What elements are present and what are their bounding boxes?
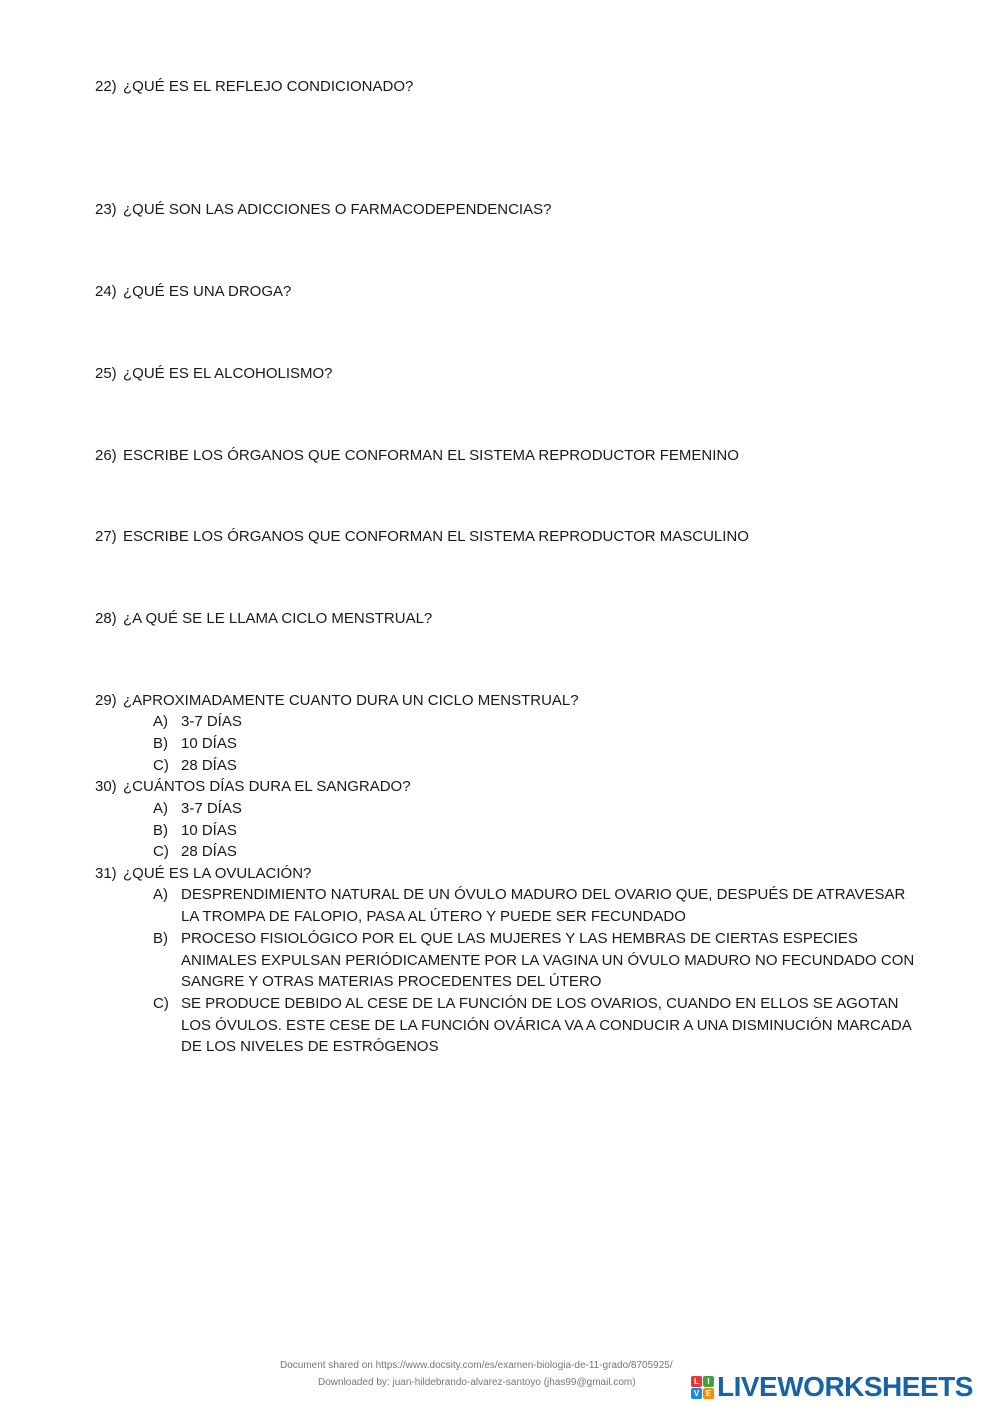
option-letter: B) <box>153 822 168 839</box>
question-27 <box>95 526 749 547</box>
question-23 <box>95 199 551 220</box>
option-29-b[interactable] <box>153 733 923 755</box>
option-letter: A) <box>153 800 168 817</box>
option-31-b[interactable] <box>153 928 923 993</box>
option-letter: C) <box>153 757 169 774</box>
question-number: 27) <box>95 528 117 545</box>
question-number: 31) <box>95 865 117 882</box>
option-text: 3-7 DÍAS <box>181 713 242 730</box>
question-number: 26) <box>95 447 117 464</box>
question-25 <box>95 363 333 384</box>
question-number: 25) <box>95 365 117 382</box>
option-31-c[interactable] <box>153 993 923 1058</box>
question-number: 24) <box>95 283 117 300</box>
question-26 <box>95 445 739 466</box>
question-text: ¿QUÉ ES EL ALCOHOLISMO? <box>123 365 333 382</box>
question-number: 23) <box>95 201 117 218</box>
option-text: 28 DÍAS <box>181 843 237 860</box>
option-29-c[interactable] <box>153 755 923 777</box>
question-29 <box>95 690 579 711</box>
question-number: 29) <box>95 692 117 709</box>
option-30-a[interactable] <box>153 798 923 820</box>
option-text: DESPRENDIMIENTO NATURAL DE UN ÓVULO MADURO DEL OVARIO QUE, DESPUÉS DE ATRAVESAR LA TROMPA DE FALOPIO, PASA AL ÚTERO Y PUEDE SER FECUNDADO <box>181 886 906 925</box>
footer-shared-note: Document shared on https://www.docsity.com/es/examen-biologia-de-11-grado/8705925/ <box>280 1360 673 1371</box>
liveworksheets-brand[interactable] <box>691 1371 973 1403</box>
question-text: ESCRIBE LOS ÓRGANOS QUE CONFORMAN EL SISTEMA REPRODUCTOR FEMENINO <box>123 447 739 464</box>
option-letter: B) <box>153 735 168 752</box>
option-letter: C) <box>153 995 169 1012</box>
logo-letter-i: I <box>703 1376 714 1387</box>
question-text: ¿A QUÉ SE LE LLAMA CICLO MENSTRUAL? <box>123 610 433 627</box>
option-30-c[interactable] <box>153 841 923 863</box>
question-text: ¿QUÉ ES EL REFLEJO CONDICIONADO? <box>123 78 414 95</box>
question-22 <box>95 76 413 97</box>
liveworksheets-logo-icon <box>691 1376 714 1399</box>
question-text: ¿QUÉ SON LAS ADICCIONES O FARMACODEPENDENCIAS? <box>123 201 552 218</box>
brand-name: LIVEWORKSHEETS <box>717 1371 973 1402</box>
question-text: ESCRIBE LOS ÓRGANOS QUE CONFORMAN EL SISTEMA REPRODUCTOR MASCULINO <box>123 528 749 545</box>
question-text: ¿CUÁNTOS DÍAS DURA EL SANGRADO? <box>123 778 411 795</box>
question-number: 22) <box>95 78 117 95</box>
logo-letter-e: E <box>703 1388 714 1399</box>
logo-letter-l: L <box>691 1376 702 1387</box>
option-text: 28 DÍAS <box>181 757 237 774</box>
question-number: 28) <box>95 610 117 627</box>
question-24 <box>95 281 291 302</box>
option-text: SE PRODUCE DEBIDO AL CESE DE LA FUNCIÓN DE LOS OVARIOS, CUANDO EN ELLOS SE AGOTAN LOS ÓVULOS. ESTE CESE DE LA FUNCIÓN OVÁRICA VA A CONDUCIR A UNA DISMINUCIÓN MARCADA DE LOS NIVELES DE ESTRÓGENOS <box>181 995 911 1056</box>
question-31 <box>95 863 311 884</box>
option-letter: B) <box>153 930 168 947</box>
question-text: ¿QUÉ ES LA OVULACIÓN? <box>123 865 312 882</box>
option-text: 10 DÍAS <box>181 735 237 752</box>
option-letter: A) <box>153 713 168 730</box>
question-text: ¿QUÉ ES UNA DROGA? <box>123 283 292 300</box>
footer-downloaded-note: Downloaded by: juan-hildebrando-alvarez-santoyo (jhas99@gmail.com) <box>318 1377 636 1388</box>
question-28 <box>95 608 432 629</box>
option-29-a[interactable] <box>153 711 923 733</box>
option-text: 10 DÍAS <box>181 822 237 839</box>
option-31-a[interactable] <box>153 884 923 927</box>
logo-letter-v: V <box>691 1388 702 1399</box>
option-text: PROCESO FISIOLÓGICO POR EL QUE LAS MUJERES Y LAS HEMBRAS DE CIERTAS ESPECIES ANIMALES EXPULSAN PERIÓDICAMENTE POR LA VAGINA UN ÓVULO MADURO NO FECUNDADO CON SANGRE Y OTRAS MATERIAS PROCEDENTES DEL ÚTERO <box>181 930 915 991</box>
question-number: 30) <box>95 778 117 795</box>
option-text: 3-7 DÍAS <box>181 800 242 817</box>
question-text: ¿APROXIMADAMENTE CUANTO DURA UN CICLO MENSTRUAL? <box>123 692 579 709</box>
option-30-b[interactable] <box>153 820 923 842</box>
option-letter: C) <box>153 843 169 860</box>
option-letter: A) <box>153 886 168 903</box>
question-30 <box>95 776 411 797</box>
